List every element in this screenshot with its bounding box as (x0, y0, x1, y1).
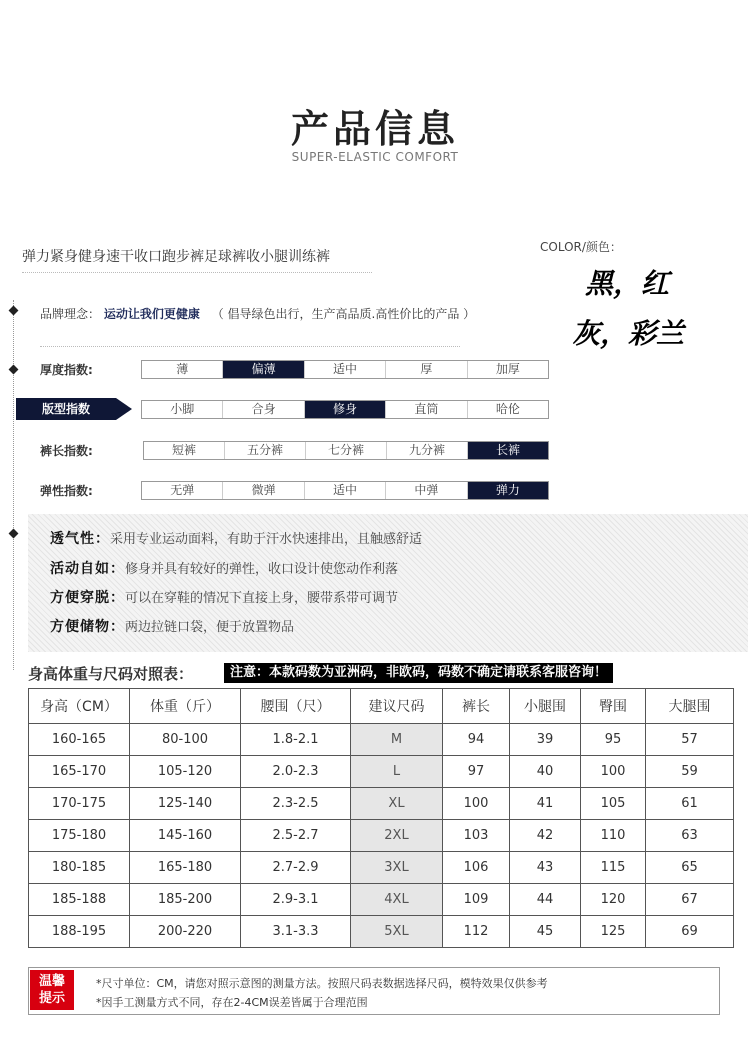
tips-badge-line1: 温馨 (38, 974, 65, 989)
fit-tag-arrow-icon (116, 398, 132, 420)
tips-badge (30, 970, 74, 1010)
feature-item (50, 616, 294, 636)
fit-index-label: 版型指数 (16, 398, 116, 420)
table-cell: 2.9-3.1 (241, 884, 351, 916)
table-cell: 110 (581, 820, 646, 852)
elasticity-index-label: 弹性指数: (40, 484, 93, 498)
scale-option: 哈伦 (495, 402, 520, 416)
table-cell: 59 (646, 756, 734, 788)
features-panel (28, 514, 748, 652)
scale-option: 九分裤 (387, 442, 468, 459)
color-options-line2: 灰，彩兰 (572, 317, 685, 350)
table-cell: 3XL (351, 852, 443, 884)
table-cell: 103 (443, 820, 510, 852)
color-label: COLOR/颜色： (540, 240, 622, 254)
feature-key: 透气性： (50, 531, 110, 547)
table-cell: 44 (510, 884, 581, 916)
feature-key: 活动自如： (50, 561, 125, 577)
scale-option: 微弹 (223, 482, 304, 499)
scale-option: 长裤 (468, 442, 548, 459)
table-cell: 170-175 (29, 788, 130, 820)
table-cell: 61 (646, 788, 734, 820)
table-cell: 185-188 (29, 884, 130, 916)
table-cell: 175-180 (29, 820, 130, 852)
scale-option: 中弹 (386, 482, 467, 499)
table-cell: 105-120 (130, 756, 241, 788)
scale-option: 加厚 (495, 362, 520, 376)
table-cell: 2.5-2.7 (241, 820, 351, 852)
divider (22, 272, 372, 273)
table-cell: 43 (510, 852, 581, 884)
table-cell: 188-195 (29, 916, 130, 948)
table-row (29, 820, 734, 852)
scale-option: 厚 (386, 361, 467, 378)
table-cell: 1.8-2.1 (241, 724, 351, 756)
table-cell: 97 (443, 756, 510, 788)
table-row (29, 724, 734, 756)
feature-text: 两边拉链口袋，便于放置物品 (125, 620, 295, 635)
table-cell: 109 (443, 884, 510, 916)
diamond-bullet-icon (9, 306, 19, 316)
table-cell: 125 (581, 916, 646, 948)
table-cell: 106 (443, 852, 510, 884)
table-cell: 94 (443, 724, 510, 756)
divider (40, 346, 460, 347)
feature-item (50, 528, 422, 548)
scale-option: 弹力 (468, 482, 548, 499)
tips-badge-line2: 提示 (38, 991, 65, 1006)
scale-option: 七分裤 (306, 442, 387, 459)
table-cell: 2.7-2.9 (241, 852, 351, 884)
table-cell: 95 (581, 724, 646, 756)
diamond-bullet-icon (9, 365, 19, 375)
table-cell: 185-200 (130, 884, 241, 916)
scale-option: 小脚 (142, 401, 223, 418)
table-row (29, 788, 734, 820)
table-cell: 200-220 (130, 916, 241, 948)
table-row (29, 852, 734, 884)
table-cell: 145-160 (130, 820, 241, 852)
table-cell: 41 (510, 788, 581, 820)
table-cell: 2.0-2.3 (241, 756, 351, 788)
size-chart-title: 身高体重与尺码对照表： (28, 665, 194, 683)
thickness-index-scale (141, 360, 549, 379)
column-header: 臀围 (581, 689, 646, 724)
thickness-index-label: 厚度指数: (40, 363, 93, 377)
brand-label: 品牌理念： (40, 307, 101, 321)
table-cell: 100 (581, 756, 646, 788)
table-cell: 45 (510, 916, 581, 948)
scale-option: 修身 (305, 401, 386, 418)
table-cell: 165-180 (130, 852, 241, 884)
table-cell: 180-185 (29, 852, 130, 884)
scale-option: 适中 (305, 482, 386, 499)
feature-text: 可以在穿鞋的情况下直接上身，腰带系带可调节 (125, 591, 399, 606)
product-name: 弹力紧身健身速干收口跑步裤足球裤收小腿训练裤 (22, 249, 330, 265)
size-chart-note: 注意：本款码数为亚洲码，非欧码，码数不确定请联系客服咨询！ (224, 663, 613, 683)
timeline-line (13, 300, 14, 670)
table-cell: 2.3-2.5 (241, 788, 351, 820)
table-cell: 120 (581, 884, 646, 916)
diamond-bullet-icon (9, 529, 19, 539)
scale-option: 偏薄 (223, 361, 304, 378)
feature-text: 采用专业运动面料，有助于汗水快速排出，且触感舒适 (110, 532, 423, 547)
scale-option: 五分裤 (225, 442, 306, 459)
table-cell: 4XL (351, 884, 443, 916)
column-header: 小腿围 (510, 689, 581, 724)
table-cell: 40 (510, 756, 581, 788)
scale-option: 直筒 (386, 401, 467, 418)
scale-option: 无弹 (142, 482, 223, 499)
table-cell: 165-170 (29, 756, 130, 788)
scale-option: 合身 (223, 401, 304, 418)
feature-item (50, 587, 398, 607)
column-header: 体重（斤） (130, 689, 241, 724)
table-cell: 100 (443, 788, 510, 820)
brand-slogan: 运动让我们更健康 (103, 307, 200, 321)
color-options-line1: 黑，红 (585, 267, 670, 300)
elasticity-index-scale (141, 481, 549, 500)
table-cell: 3.1-3.3 (241, 916, 351, 948)
page-title: 产品信息 (290, 107, 459, 151)
fit-index-scale (141, 400, 549, 419)
scale-option: 短裤 (144, 442, 225, 459)
table-cell: 115 (581, 852, 646, 884)
table-cell: 125-140 (130, 788, 241, 820)
table-cell: 42 (510, 820, 581, 852)
table-cell: 65 (646, 852, 734, 884)
table-cell: 57 (646, 724, 734, 756)
table-cell: L (351, 756, 443, 788)
length-index-label: 裤长指数: (40, 444, 93, 458)
table-cell: 112 (443, 916, 510, 948)
table-cell: 80-100 (130, 724, 241, 756)
table-cell: 105 (581, 788, 646, 820)
size-chart-table (28, 688, 734, 948)
table-cell: XL (351, 788, 443, 820)
table-cell: 69 (646, 916, 734, 948)
scale-option: 薄 (142, 361, 223, 378)
page-subtitle: SUPER-ELASTIC COMFORT (291, 150, 459, 164)
table-cell: M (351, 724, 443, 756)
table-row (29, 884, 734, 916)
table-row (29, 916, 734, 948)
feature-text: 修身并具有较好的弹性，收口设计使您动作利落 (125, 562, 399, 577)
tip-line: *尺寸单位：CM，请您对照示意图的测量方法。按照尺码表数据选择尺码，模特效果仅供参考 (96, 977, 548, 990)
table-cell: 160-165 (29, 724, 130, 756)
tip-line: *因手工测量方式不同，存在2-4CM误差皆属于合理范围 (96, 996, 368, 1009)
brand-note: （ 倡导绿色出行，生产高品质.高性价比的产品 ） (211, 307, 476, 321)
column-header: 腰围（尺） (241, 689, 351, 724)
table-cell: 2XL (351, 820, 443, 852)
brand-row (40, 305, 475, 322)
feature-item (50, 558, 398, 578)
table-header-row (29, 689, 734, 724)
column-header: 大腿围 (646, 689, 734, 724)
scale-option: 适中 (305, 361, 386, 378)
table-cell: 5XL (351, 916, 443, 948)
table-row (29, 756, 734, 788)
feature-key: 方便穿脱： (50, 590, 125, 606)
column-header: 身高（CM） (29, 689, 130, 724)
column-header: 裤长 (443, 689, 510, 724)
feature-key: 方便储物： (50, 619, 125, 635)
table-cell: 67 (646, 884, 734, 916)
table-cell: 39 (510, 724, 581, 756)
table-cell: 63 (646, 820, 734, 852)
column-header: 建议尺码 (351, 689, 443, 724)
length-index-scale (143, 441, 549, 460)
